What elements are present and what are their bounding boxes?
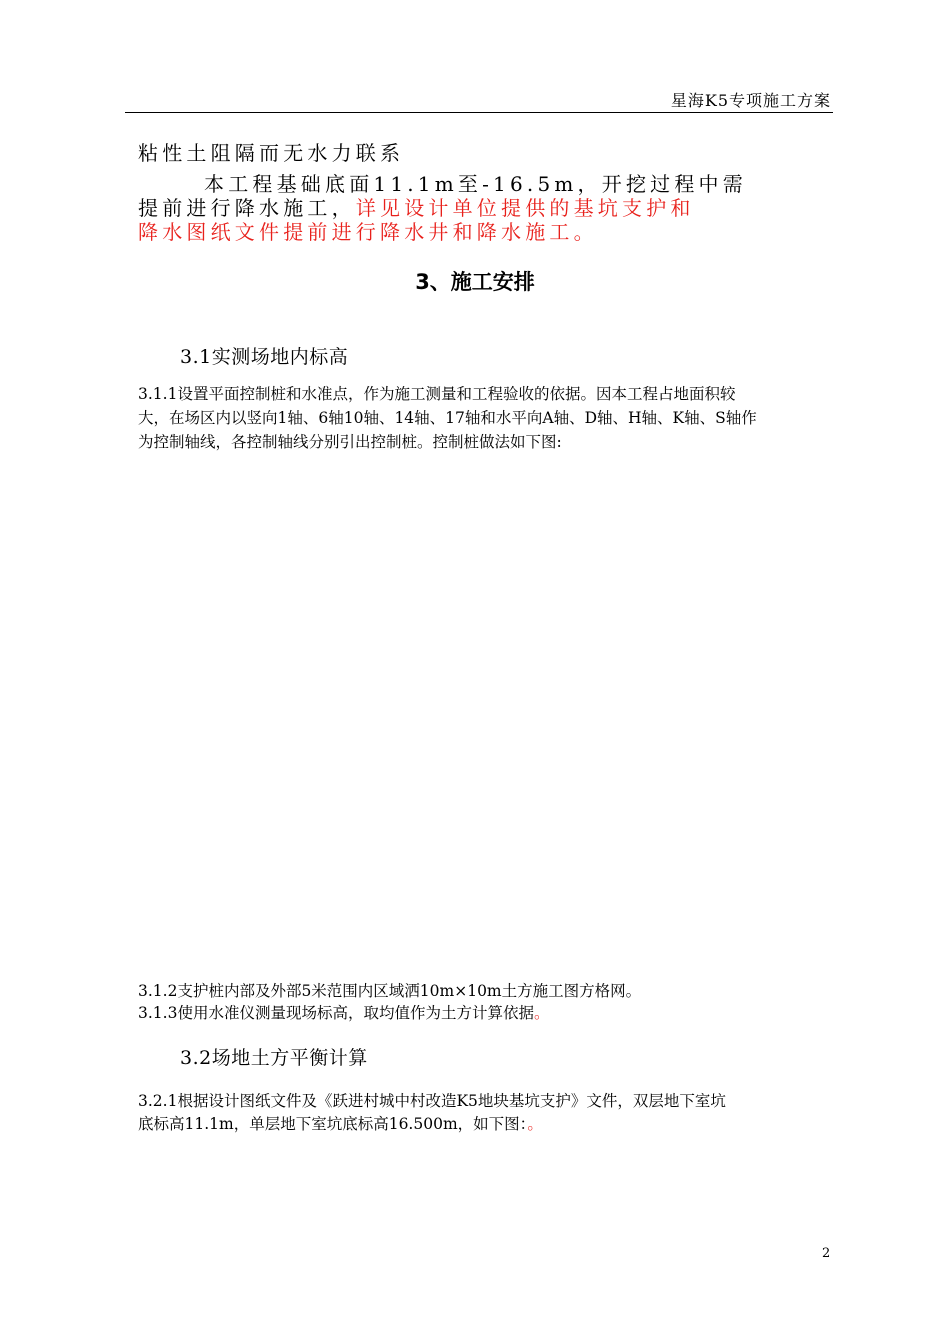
- subsection-3-1-title: 3.1实测场地内标高: [180, 346, 349, 368]
- para-3-1-3: [138, 1001, 833, 1025]
- para-3-2-1-line-1: 3.2.1根据设计图纸文件及《跃进村城中村改造K5地块基坑支护》文件，双层地下室坑: [138, 1092, 726, 1110]
- para-3-1-1-line-2: 大，在场区内以竖向1轴、6轴10轴、14轴、17轴和水平向A轴、D轴、H轴、K轴、S轴作: [138, 409, 757, 427]
- para-3-2-1-line-2-black: 底标高11.1m，单层地下室坑底标高16.500m，如下图：: [138, 1115, 528, 1133]
- intro-line-4: 降水图纸文件提前进行降水井和降水施工。: [138, 220, 598, 244]
- intro-line-2: 本工程基础底面11.1m至-16.5m，开挖过程中需: [204, 172, 747, 196]
- para-3-1-2: 3.1.2支护桩内部及外部5米范围内区域洒10m×10m土方施工图方格网。: [138, 982, 642, 1000]
- intro-line-1: 粘性土阻隔而无水力联系: [138, 141, 405, 165]
- intro-line-3-red: 详见设计单位提供的基坑支护和: [355, 196, 695, 220]
- para-3-1-1-line-3: 为控制轴线，各控制轴线分别引出控制桩。控制桩做法如下图:: [138, 433, 562, 451]
- para-3-1-3-black: 3.1.3使用水准仪测量现场标高，取均值作为土方计算依据: [138, 1004, 534, 1022]
- section-3-title: 3、施工安排: [415, 270, 535, 294]
- intro-line-3-black: 提前进行降水施工，: [138, 196, 356, 220]
- para-3-2-1-line-2-red: 。: [527, 1115, 543, 1133]
- subsection-3-2-title: 3.2场地土方平衡计算: [180, 1047, 368, 1069]
- page-header: [125, 88, 833, 113]
- para-3-2-1-line-2: [138, 1112, 833, 1136]
- header-title: 星海K5专项施工方案: [670, 91, 831, 110]
- para-3-1-3-red: 。: [533, 1004, 550, 1022]
- page-number: 2: [822, 1246, 831, 1261]
- para-3-1-1-line-1: 3.1.1设置平面控制桩和水准点，作为施工测量和工程验收的依据。因本工程占地面积较: [138, 385, 736, 403]
